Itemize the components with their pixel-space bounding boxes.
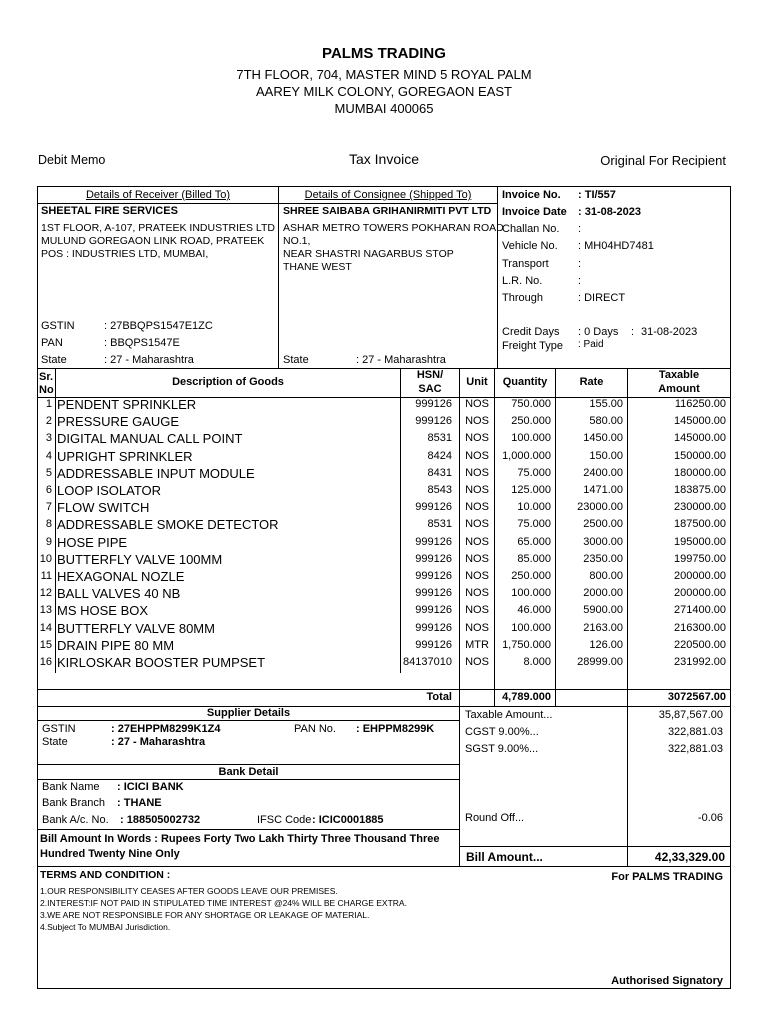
col-sr-line2: No bbox=[39, 384, 54, 396]
row-taxable-amount: 271400.00 bbox=[674, 604, 726, 617]
table-row bbox=[0, 622, 768, 639]
row-hsn: 8424 bbox=[427, 449, 452, 462]
transport-label: Transport bbox=[502, 258, 549, 270]
row-unit: NOS bbox=[465, 570, 489, 582]
row-taxable-amount: 200000.00 bbox=[674, 587, 726, 600]
transport: : bbox=[578, 258, 582, 270]
row-hsn: 999126 bbox=[415, 604, 452, 617]
challan-no-label: Challan No. bbox=[502, 223, 560, 235]
supplier-pan-label: PAN No. bbox=[294, 723, 336, 735]
row-hsn: 999126 bbox=[415, 552, 452, 565]
authorised-signatory-label: Authorised Signatory bbox=[611, 975, 723, 987]
row-taxable-amount: 216300.00 bbox=[674, 621, 726, 634]
through-label: Through bbox=[502, 292, 543, 304]
row-sr-no: 10 bbox=[39, 552, 52, 565]
row-unit: NOS bbox=[465, 398, 489, 410]
col-taxable-line2: Amount bbox=[658, 383, 700, 395]
row-rate: 155.00 bbox=[589, 398, 623, 410]
row-quantity: 8.000 bbox=[523, 656, 551, 668]
row-taxable-amount: 220500.00 bbox=[674, 638, 726, 651]
freight-type-label: Freight Type bbox=[502, 340, 563, 352]
row-taxable-amount: 231992.00 bbox=[674, 656, 726, 668]
table-row bbox=[0, 518, 768, 535]
col-hsn-line2: SAC bbox=[418, 383, 442, 395]
table-row bbox=[0, 639, 768, 656]
consignee-name: SHREE SAIBABA GRIHANIRMITI PVT LTD bbox=[283, 205, 492, 217]
row-rate: 580.00 bbox=[589, 415, 623, 428]
vehicle-no: : MH04HD7481 bbox=[578, 240, 654, 252]
consignee-state-label: State bbox=[283, 354, 309, 366]
row-quantity: 75.000 bbox=[517, 466, 551, 479]
row-quantity: 750.000 bbox=[511, 398, 551, 410]
row-description: DIGITAL MANUAL CALL POINT bbox=[57, 431, 243, 447]
lr-no: : bbox=[578, 275, 582, 287]
row-rate: 800.00 bbox=[589, 570, 623, 582]
sgst-amount: 322,881.03 bbox=[667, 743, 723, 755]
row-unit: NOS bbox=[465, 552, 489, 565]
row-hsn: 999126 bbox=[415, 587, 452, 600]
row-taxable-amount: 116250.00 bbox=[674, 398, 726, 410]
debit-memo-label: Debit Memo bbox=[38, 153, 106, 167]
row-description: BUTTERFLY VALVE 100MM bbox=[57, 551, 223, 567]
row-unit: NOS bbox=[465, 587, 489, 600]
row-unit: NOS bbox=[465, 432, 489, 445]
row-description: BALL VALVES 40 NB bbox=[57, 586, 181, 602]
freight-type: : Paid bbox=[578, 339, 604, 350]
row-description: UPRIGHT SPRINKLER bbox=[57, 448, 193, 464]
row-sr-no: 15 bbox=[39, 638, 52, 651]
consignee-address-line-1: ASHAR METRO TOWERS POKHARAN ROAD bbox=[283, 222, 504, 234]
table-row bbox=[0, 553, 768, 570]
table-row bbox=[0, 604, 768, 621]
row-unit: NOS bbox=[465, 466, 489, 479]
row-unit: NOS bbox=[465, 449, 489, 462]
supplier-gstin-label: GSTIN bbox=[42, 723, 76, 735]
row-rate: 3000.00 bbox=[583, 535, 623, 548]
challan-no: : bbox=[578, 223, 582, 235]
row-description: ADDRESSABLE INPUT MODULE bbox=[57, 465, 255, 481]
receiver-state-label: State bbox=[41, 354, 67, 366]
row-sr-no: 2 bbox=[45, 415, 52, 428]
table-row bbox=[0, 536, 768, 553]
consignee-address-line-2: NO.1, bbox=[283, 235, 311, 247]
row-rate: 1450.00 bbox=[583, 432, 623, 445]
terms-heading: TERMS AND CONDITION : bbox=[40, 869, 171, 881]
row-rate: 2350.00 bbox=[583, 552, 623, 565]
row-taxable-amount: 145000.00 bbox=[674, 432, 726, 445]
row-taxable-amount: 200000.00 bbox=[674, 570, 726, 582]
row-unit: NOS bbox=[465, 518, 489, 531]
amount-in-words-line1: Bill Amount In Words : Rupees Forty Two Lakh Thirty Three Thousand Three bbox=[40, 833, 440, 845]
bank-name-label: Bank Name bbox=[42, 781, 100, 793]
receiver-address-line-2: MULUND GOREGAON LINK ROAD, PRATEEK bbox=[41, 235, 265, 247]
row-hsn: 999126 bbox=[415, 535, 452, 548]
cgst-label: CGST 9.00%... bbox=[465, 726, 539, 738]
bank-branch: : THANE bbox=[117, 797, 162, 809]
bank-heading: Bank Detail bbox=[218, 766, 279, 778]
row-taxable-amount: 183875.00 bbox=[674, 484, 726, 496]
row-rate: 150.00 bbox=[589, 449, 623, 462]
receiver-state: : 27 - Maharashtra bbox=[104, 354, 194, 366]
col-rate: Rate bbox=[579, 376, 604, 388]
col-sr-line1: Sr. bbox=[39, 371, 54, 383]
ifsc-code: : ICIC0001885 bbox=[312, 814, 384, 826]
through: : DIRECT bbox=[578, 292, 626, 304]
table-row bbox=[0, 450, 768, 467]
receiver-address-line-3: POS : INDUSTRIES LTD, MUMBAI, bbox=[41, 248, 209, 260]
cgst-amount: 322,881.03 bbox=[667, 726, 723, 738]
receiver-gstin: : 27BBQPS1547E1ZC bbox=[104, 320, 213, 332]
row-unit: NOS bbox=[465, 501, 489, 514]
row-description: PRESSURE GAUGE bbox=[57, 414, 180, 430]
row-sr-no: 14 bbox=[39, 621, 52, 634]
round-off-amount: -0.06 bbox=[697, 812, 723, 824]
row-quantity: 100.000 bbox=[511, 587, 551, 600]
round-off-label: Round Off... bbox=[465, 812, 525, 824]
table-row bbox=[0, 467, 768, 484]
col-description: Description of Goods bbox=[172, 376, 284, 388]
row-taxable-amount: 199750.00 bbox=[674, 552, 726, 565]
row-description: HEXAGONAL NOZLE bbox=[57, 569, 185, 584]
row-description: MS HOSE BOX bbox=[57, 603, 149, 619]
table-row bbox=[0, 432, 768, 449]
taxable-amount-label: Taxable Amount... bbox=[465, 709, 553, 721]
receiver-name: SHEETAL FIRE SERVICES bbox=[41, 205, 178, 217]
supplier-pan: : EHPPM8299K bbox=[356, 723, 435, 735]
invoice-date: : 31-08-2023 bbox=[578, 206, 641, 218]
col-hsn-line1: HSN/ bbox=[416, 369, 444, 381]
row-quantity: 85.000 bbox=[517, 552, 551, 565]
taxable-amount: 35,87,567.00 bbox=[658, 709, 723, 721]
row-hsn: 8543 bbox=[427, 484, 452, 496]
row-quantity: 1,000.000 bbox=[502, 449, 551, 462]
row-hsn: 999126 bbox=[415, 501, 452, 514]
row-quantity: 1,750.000 bbox=[502, 638, 551, 651]
invoice-no-label: Invoice No. bbox=[502, 189, 561, 201]
receiver-gstin-label: GSTIN bbox=[41, 320, 75, 332]
row-hsn: 8531 bbox=[427, 432, 452, 445]
for-company-label: For PALMS TRADING bbox=[611, 871, 723, 883]
credit-date: 31-08-2023 bbox=[641, 326, 698, 338]
row-rate: 2500.00 bbox=[583, 518, 623, 531]
row-taxable-amount: 150000.00 bbox=[674, 449, 726, 462]
ifsc-label: IFSC Code bbox=[257, 814, 312, 826]
row-quantity: 125.000 bbox=[511, 484, 551, 496]
total-label: Total bbox=[426, 691, 452, 703]
row-rate: 5900.00 bbox=[583, 604, 623, 617]
supplier-gstin: : 27EHPPM8299K1Z4 bbox=[111, 723, 221, 735]
col-quantity: Quantity bbox=[502, 376, 548, 388]
terms-line-2: 2.INTEREST:IF NOT PAID IN STIPULATED TIME INTEREST @24% WILL BE CHARGE EXTRA. bbox=[40, 898, 407, 908]
row-description: DRAIN PIPE 80 MM bbox=[57, 637, 175, 653]
row-quantity: 100.000 bbox=[511, 621, 551, 634]
table-row bbox=[0, 415, 768, 432]
row-unit: MTR bbox=[465, 638, 489, 651]
terms-line-1: 1.OUR RESPONSIBILITY CEASES AFTER GOODS LEAVE OUR PREMISES. bbox=[40, 886, 338, 896]
consignee-heading: Details of Consignee (Shipped To) bbox=[304, 189, 472, 201]
company-address-line-2: AAREY MILK COLONY, GOREGAON EAST bbox=[256, 84, 512, 99]
lr-no-label: L.R. No. bbox=[502, 275, 543, 287]
row-taxable-amount: 145000.00 bbox=[674, 415, 726, 428]
bank-account-label: Bank A/c. No. bbox=[42, 814, 109, 826]
row-rate: 126.00 bbox=[589, 638, 623, 651]
company-name: PALMS TRADING bbox=[322, 45, 446, 62]
vehicle-no-label: Vehicle No. bbox=[502, 240, 558, 252]
row-quantity: 250.000 bbox=[511, 415, 551, 428]
row-unit: NOS bbox=[465, 656, 489, 668]
row-sr-no: 13 bbox=[39, 604, 52, 617]
invoice-no: : TI/557 bbox=[578, 189, 616, 201]
row-taxable-amount: 195000.00 bbox=[674, 535, 726, 548]
row-sr-no: 1 bbox=[45, 398, 52, 410]
row-sr-no: 4 bbox=[45, 449, 52, 462]
row-taxable-amount: 230000.00 bbox=[674, 501, 726, 514]
row-rate: 2000.00 bbox=[583, 587, 623, 600]
company-address-line-3: MUMBAI 400065 bbox=[334, 101, 434, 116]
row-rate: 2400.00 bbox=[583, 466, 623, 479]
consignee-state: : 27 - Maharashtra bbox=[356, 354, 446, 366]
row-rate: 28999.00 bbox=[577, 656, 623, 668]
row-hsn: 8431 bbox=[427, 466, 452, 479]
row-sr-no: 16 bbox=[39, 656, 52, 668]
row-description: PENDENT SPRINKLER bbox=[57, 397, 197, 412]
supplier-state: : 27 - Maharashtra bbox=[111, 736, 206, 748]
bill-amount-label: Bill Amount... bbox=[466, 850, 543, 864]
row-sr-no: 8 bbox=[45, 518, 52, 531]
consignee-address-line-3: NEAR SHASTRI NAGARBUS STOP bbox=[283, 248, 454, 260]
table-row bbox=[0, 484, 768, 501]
row-hsn: 999126 bbox=[415, 621, 452, 634]
terms-line-3: 3.WE ARE NOT RESPONSIBLE FOR ANY SHORTAGE OR LEAKAGE OF MATERIAL. bbox=[40, 910, 370, 920]
sgst-label: SGST 9.00%... bbox=[465, 743, 539, 755]
row-sr-no: 12 bbox=[39, 587, 52, 600]
table-row bbox=[0, 570, 768, 587]
table-row bbox=[0, 501, 768, 518]
total-quantity: 4,789.000 bbox=[502, 691, 551, 703]
terms-line-4: 4.Subject To MUMBAI Jurisdiction. bbox=[40, 922, 171, 932]
original-for-recipient-label: Original For Recipient bbox=[600, 153, 726, 168]
row-description: LOOP ISOLATOR bbox=[57, 483, 162, 498]
receiver-address-line-1: 1ST FLOOR, A-107, PRATEEK INDUSTRIES LTD bbox=[41, 222, 275, 234]
document-title: Tax Invoice bbox=[348, 151, 420, 167]
row-rate: 1471.00 bbox=[583, 484, 623, 496]
row-hsn: 8531 bbox=[427, 518, 452, 531]
row-unit: NOS bbox=[465, 484, 489, 496]
amount-in-words-line2: Hundred Twenty Nine Only bbox=[40, 848, 180, 860]
row-taxable-amount: 187500.00 bbox=[674, 518, 726, 531]
row-sr-no: 9 bbox=[45, 535, 52, 548]
row-hsn: 999126 bbox=[415, 415, 452, 428]
row-hsn: 84137010 bbox=[403, 656, 452, 668]
row-description: KIRLOSKAR BOOSTER PUMPSET bbox=[57, 655, 266, 670]
row-rate: 2163.00 bbox=[583, 621, 623, 634]
row-quantity: 100.000 bbox=[511, 432, 551, 445]
row-quantity: 250.000 bbox=[511, 570, 551, 582]
row-description: HOSE PIPE bbox=[57, 534, 128, 550]
row-description: FLOW SWITCH bbox=[57, 500, 150, 516]
col-taxable-line1: Taxable bbox=[658, 369, 700, 381]
row-quantity: 65.000 bbox=[517, 535, 551, 548]
row-quantity: 46.000 bbox=[517, 604, 551, 617]
bank-branch-label: Bank Branch bbox=[42, 797, 105, 809]
row-taxable-amount: 180000.00 bbox=[674, 466, 726, 479]
credit-days-label: Credit Days bbox=[502, 326, 560, 338]
row-hsn: 999126 bbox=[415, 398, 452, 410]
row-sr-no: 11 bbox=[40, 570, 52, 582]
receiver-heading: Details of Receiver (Billed To) bbox=[85, 189, 231, 201]
credit-separator: : bbox=[631, 326, 635, 338]
supplier-state-label: State bbox=[42, 736, 68, 748]
row-rate: 23000.00 bbox=[577, 501, 623, 514]
bank-account-no: : 188505002732 bbox=[120, 814, 201, 826]
table-row bbox=[0, 656, 768, 673]
bank-name: : ICICI BANK bbox=[117, 781, 184, 793]
row-unit: NOS bbox=[465, 604, 489, 617]
col-unit: Unit bbox=[466, 376, 488, 388]
row-quantity: 10.000 bbox=[517, 501, 551, 514]
supplier-heading: Supplier Details bbox=[206, 707, 291, 719]
row-hsn: 999126 bbox=[415, 638, 452, 651]
company-address-line-1: 7TH FLOOR, 704, MASTER MIND 5 ROYAL PALM bbox=[236, 67, 532, 82]
bill-amount: 42,33,329.00 bbox=[654, 850, 725, 864]
row-sr-no: 7 bbox=[45, 501, 52, 514]
table-row bbox=[0, 587, 768, 604]
row-description: ADDRESSABLE SMOKE DETECTOR bbox=[57, 517, 279, 533]
credit-days: : 0 Days bbox=[578, 326, 619, 338]
consignee-address-line-4: THANE WEST bbox=[283, 261, 352, 273]
invoice-date-label: Invoice Date bbox=[502, 206, 567, 218]
row-unit: NOS bbox=[465, 415, 489, 428]
row-quantity: 75.000 bbox=[517, 518, 551, 531]
row-hsn: 999126 bbox=[415, 570, 452, 582]
row-sr-no: 3 bbox=[45, 432, 52, 445]
receiver-pan-label: PAN bbox=[41, 337, 63, 349]
row-sr-no: 6 bbox=[45, 484, 52, 496]
table-row bbox=[0, 398, 768, 415]
total-amount: 3072567.00 bbox=[667, 691, 726, 703]
receiver-pan: : BBQPS1547E bbox=[104, 337, 180, 349]
row-unit: NOS bbox=[465, 621, 489, 634]
row-unit: NOS bbox=[465, 535, 489, 548]
row-sr-no: 5 bbox=[45, 466, 52, 479]
row-description: BUTTERFLY VALVE 80MM bbox=[57, 620, 215, 636]
